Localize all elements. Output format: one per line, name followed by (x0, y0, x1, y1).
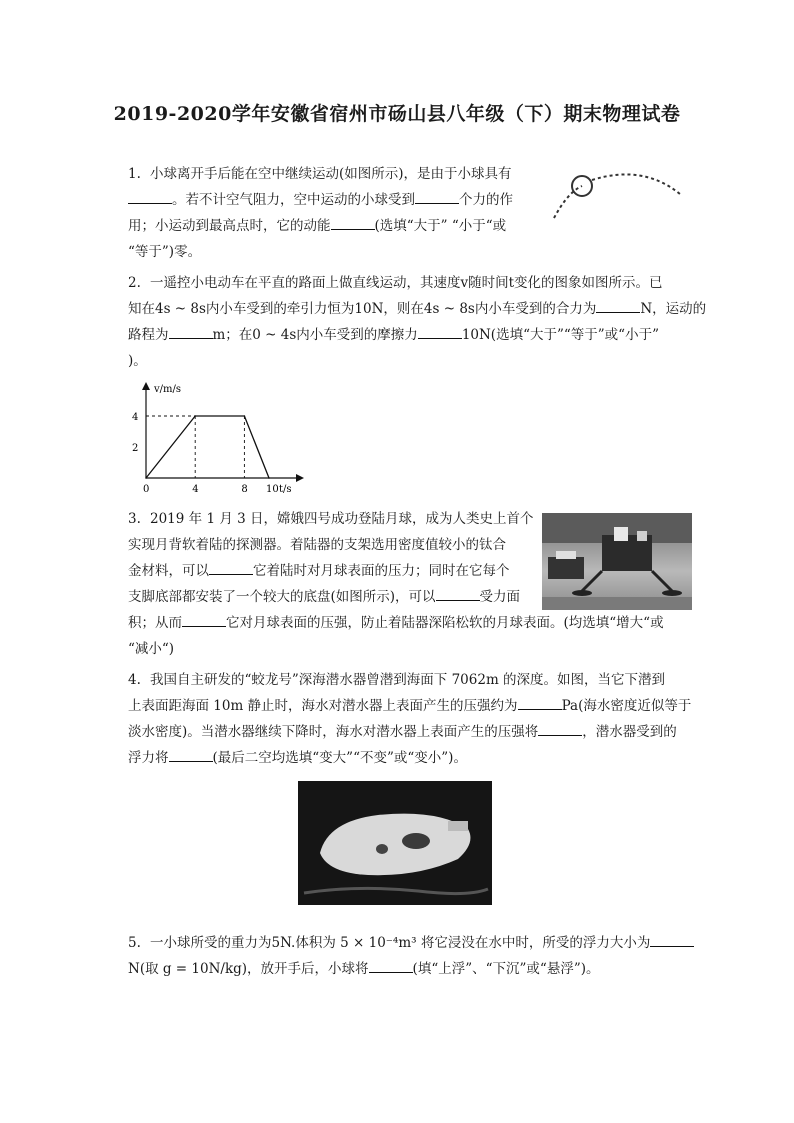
answer-blank[interactable] (169, 747, 213, 762)
question-2: 2. 一遥控小电动车在平直的路面上做直线运动，其速度v随时间t变化的图象如图所示。已 知在4s ~ 8s内小车受到的牵引力恒为10N，则在4s ~ 8s内小车受到的合力为 N，运动的 路程为 m；在0 ~ 4s内小车受到的摩擦力 10N(选填“大于”“等于”或“小于” )。 (128, 270, 708, 374)
lander-illustration (542, 513, 692, 610)
answer-blank[interactable] (415, 189, 459, 204)
question-number: 4. (128, 672, 141, 688)
answer-blank[interactable] (209, 560, 253, 575)
question-number: 2. (128, 275, 141, 291)
answer-blank[interactable] (182, 612, 226, 627)
y-axis-label: v/m/s (154, 384, 182, 395)
y-tick-label: 4 (132, 412, 139, 423)
answer-blank[interactable] (436, 586, 480, 601)
data-point (268, 477, 270, 479)
y-axis-arrow (142, 382, 150, 390)
question-5: 5. 一小球所受的重力为5N.体积为 5 × 10⁻⁴m³ 将它浸没在水中时，所受的浮力大小为 N(取 g = 10N/kg)，放开手后，小球将 (填“上浮”、“下沉”或“悬浮”)。 (128, 930, 708, 982)
x-tick-label: 0 (143, 484, 150, 495)
question-1: 1. 小球离开手后能在空中继续运动(如图所示)，是由于小球具有 。若不计空气阻力，空中运动的小球受到 个力的作 用；小运动到最高点时，它的动能 (选填“大于” “小于“或 “等于”)零。 (128, 161, 548, 265)
answer-blank[interactable] (650, 932, 694, 947)
answer-blank[interactable] (418, 324, 462, 339)
question-4: 4. 我国自主研发的“蛟龙号”深海潜水器曾潜到海面下 7062m 的深度。如图，当它下潜到 上表面距海面 10m 静止时，海水对潜水器上表面产生的压强约为 Pa(海水密度近似等于 淡水密度)。当潜水器继续下降时，海水对潜水器上表面产生的压强将 ，潜水器受到的 浮力将 (最后二空均选填“变大”“不变”或“变小”)。 (128, 667, 708, 771)
x-tick-label: 4 (192, 484, 199, 495)
submersible-illustration (298, 781, 492, 905)
submersible-photo (298, 781, 492, 905)
answer-blank[interactable] (538, 721, 582, 736)
velocity-series-line (146, 416, 269, 478)
answer-blank[interactable] (331, 215, 375, 230)
answer-blank[interactable] (369, 958, 413, 973)
answer-blank[interactable] (518, 695, 562, 710)
data-point (244, 415, 246, 417)
x-axis-label: t/s (279, 484, 292, 495)
question-number: 5. (128, 935, 141, 951)
answer-blank[interactable] (169, 324, 213, 339)
y-tick-label: 2 (132, 443, 139, 454)
data-point (145, 477, 147, 479)
velocity-time-chart (128, 378, 318, 503)
question-3: 3. 2019 年 1 月 3 日，嫦娥四号成功登陆月球，成为人类史上首个 实现月背软着陆的探测器。着陆器的支架选用密度值较小的钛合 金材料，可以 它着陆时对月球表面的压力；同时在它每个 支脚底部都安装了一个较大的底盘(如图所示)，可以 受力面 积；从而 它对月球表面的压强，防止着陆器深陷松软的月球表面。(均选填“增大“或 “减小“) (128, 506, 688, 662)
x-tick-label: 10 (266, 484, 279, 495)
answer-blank[interactable] (128, 189, 172, 204)
page-title: 2019-2020学年安徽省宿州市砀山县八年级（下）期末物理试卷 (113, 103, 681, 125)
question-number: 3. (128, 511, 141, 527)
answer-blank[interactable] (596, 298, 640, 313)
question-number: 1. (128, 166, 141, 182)
x-axis-arrow (296, 474, 304, 482)
lunar-lander-photo (542, 513, 692, 610)
ball-trajectory-figure (548, 162, 688, 222)
x-tick-label: 8 (241, 484, 248, 495)
data-point (194, 415, 196, 417)
